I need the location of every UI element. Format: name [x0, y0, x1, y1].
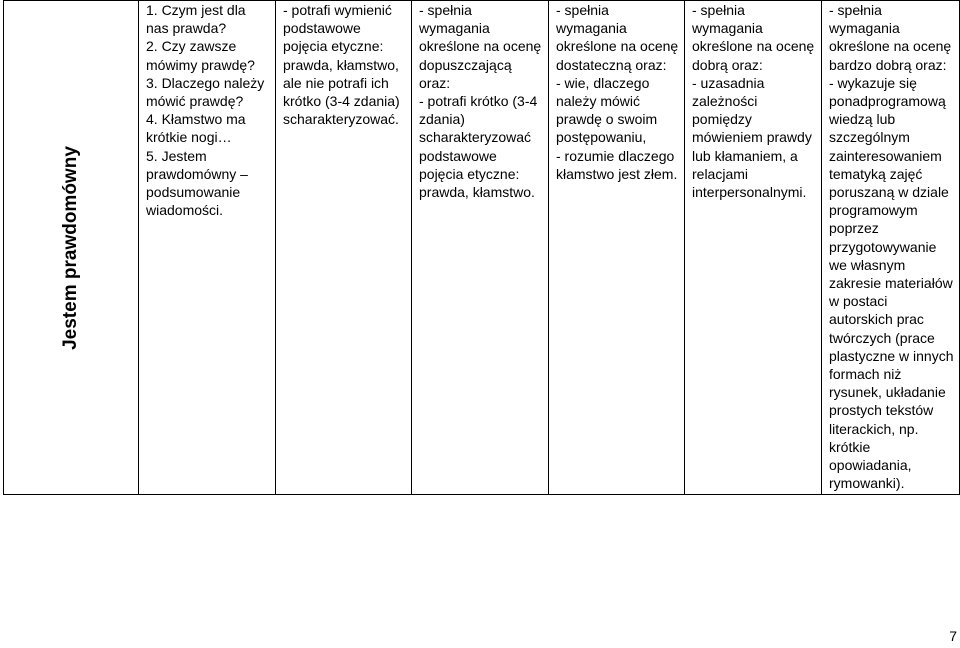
grading-table [3, 0, 960, 495]
topic-title-cell [4, 1, 139, 495]
grade-dobra-cell [549, 1, 685, 495]
grade-requirements-text: - spełnia wymagania określone na ocenę dobrą oraz: - uzasadnia zależności pomiędzy mówieniem prawdy lub kłamaniem, a relacjami interpersonalnymi. [692, 2, 815, 201]
grade-dopuszczajaca-cell [276, 1, 412, 495]
list-item: 1. Czym jest dla nas prawda? [146, 2, 246, 37]
grade-dostateczna-cell [412, 1, 549, 495]
grade-requirements-text: - potrafi wymienić podstawowe pojęcia etyczne: prawda, kłamstwo, ale nie potrafi ich krótko (3-4 zdania) scharakteryzować. [283, 2, 400, 128]
list-item: 5. Jestem prawdomówny – podsumowanie wiadomości. [146, 147, 248, 219]
topic-title: Jestem prawdomówny [59, 145, 81, 350]
list-item: 3. Dlaczego należy mówić prawdę? [146, 74, 265, 110]
table-row [4, 1, 960, 495]
grade-bardzo-dobra-cell [685, 1, 822, 495]
grade-requirements-text: - spełnia wymagania określone na ocenę dostateczną oraz: - wie, dlaczego należy mówić prawdę o swoim postępowaniu, - rozumie dlaczego kłamstwo jest złem. [556, 2, 679, 182]
page-number: 7 [949, 628, 957, 644]
grade-requirements-text: - spełnia wymagania określone na ocenę dopuszczającą oraz: - potrafi krótko (3-4 zdania) scharakteryzować podstawowe pojęcia etyczne: prawda, kłamstwo. [419, 2, 542, 201]
lesson-questions-cell [139, 1, 276, 495]
list-item: 4. Kłamstwo ma krótkie nogi… [146, 111, 246, 146]
list-item: 2. Czy zawsze mówimy prawdę? [146, 38, 255, 73]
grade-celujaca-cell [822, 1, 960, 495]
lesson-questions-list [146, 1, 270, 219]
grade-requirements-text: - spełnia wymagania określone na ocenę bardzo dobrą oraz: - wykazuje się ponadprogramową wiedzą lub szczególnym zainteresowaniem tematyką zajęć poruszaną w dziale programowym poprzez przygotowywanie we własnym zakresie materiałów w postaci autorskich prac twórczych (prace plastyczne w innych formach niż rysunek, układanie prostych tekstów literackich, np. krótkie opowiadania, rymowanki). [829, 2, 954, 492]
